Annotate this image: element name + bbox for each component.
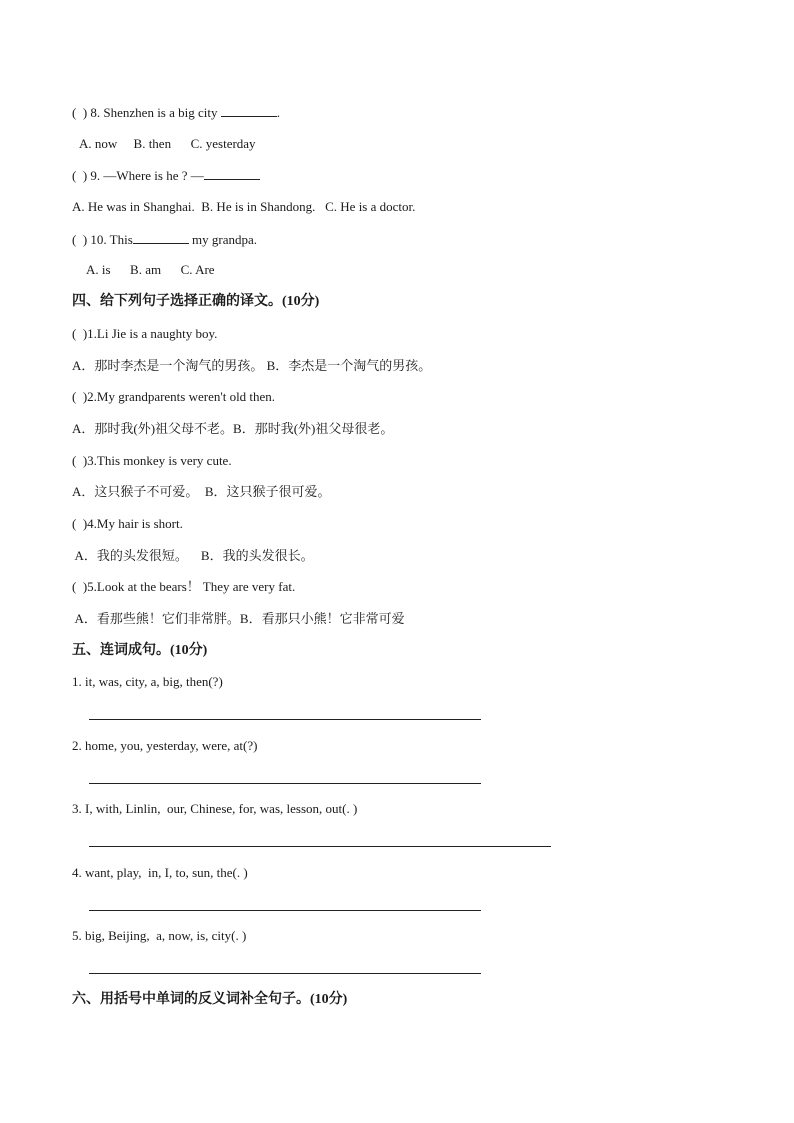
question-8: ( ) 8. Shenzhen is a big city . bbox=[72, 105, 280, 120]
section-heading-4: 四、给下列句子选择正确的译文。(10分) bbox=[72, 294, 320, 309]
translation-question: ( )4.My hair is short. bbox=[72, 516, 183, 531]
answer-line[interactable] bbox=[89, 783, 481, 784]
question-9: ( ) 9. —Where is he ? — bbox=[72, 167, 260, 184]
translation-question: ( )1.Li Jie is a naughty boy. bbox=[72, 326, 218, 341]
question-9-options: A. He was in Shanghai. B. He is in Shandong. C. He is a doctor. bbox=[72, 199, 416, 214]
translation-options: A．看那些熊！它们非常胖。B．看那只小熊！它非常可爱 bbox=[72, 611, 405, 626]
word-order-question: 5. big, Beijing, a, now, is, city(. ) bbox=[72, 928, 247, 943]
question-10: ( ) 10. This my grandpa. bbox=[72, 232, 258, 247]
section-heading-6: 六、用括号中单词的反义词补全句子。(10分) bbox=[72, 992, 348, 1007]
translation-question: ( )5.Look at the bears！ They are very fat. bbox=[72, 579, 296, 594]
answer-blank[interactable] bbox=[221, 104, 277, 117]
section-heading-5: 五、连词成句。(10分) bbox=[72, 643, 208, 658]
translation-options: A．那时我(外)祖父母不老。B．那时我(外)祖父母很老。 bbox=[72, 421, 394, 436]
translation-options: A．那时李杰是一个淘气的男孩。 B．李杰是一个淘气的男孩。 bbox=[72, 358, 432, 373]
translation-options: A．我的头发很短。 B．我的头发很长。 bbox=[72, 548, 314, 563]
word-order-question: 3. I, with, Linlin, our, Chinese, for, was, lesson, out(. ) bbox=[72, 801, 358, 816]
word-order-question: 4. want, play, in, I, to, sun, the(. ) bbox=[72, 865, 248, 880]
answer-line[interactable] bbox=[89, 846, 551, 847]
answer-blank[interactable] bbox=[204, 167, 260, 180]
answer-line[interactable] bbox=[89, 973, 481, 974]
question-10-options: A. is B. am C. Are bbox=[86, 262, 215, 277]
answer-line[interactable] bbox=[89, 910, 481, 911]
word-order-question: 2. home, you, yesterday, were, at(?) bbox=[72, 738, 258, 753]
question-8-options: A. now B. then C. yesterday bbox=[79, 136, 256, 151]
answer-line[interactable] bbox=[89, 719, 481, 720]
translation-options: A．这只猴子不可爱。 B．这只猴子很可爱。 bbox=[72, 484, 331, 499]
answer-blank[interactable] bbox=[133, 231, 189, 244]
translation-question: ( )2.My grandparents weren't old then. bbox=[72, 389, 276, 404]
word-order-question: 1. it, was, city, a, big, then(?) bbox=[72, 674, 223, 689]
translation-question: ( )3.This monkey is very cute. bbox=[72, 453, 232, 468]
